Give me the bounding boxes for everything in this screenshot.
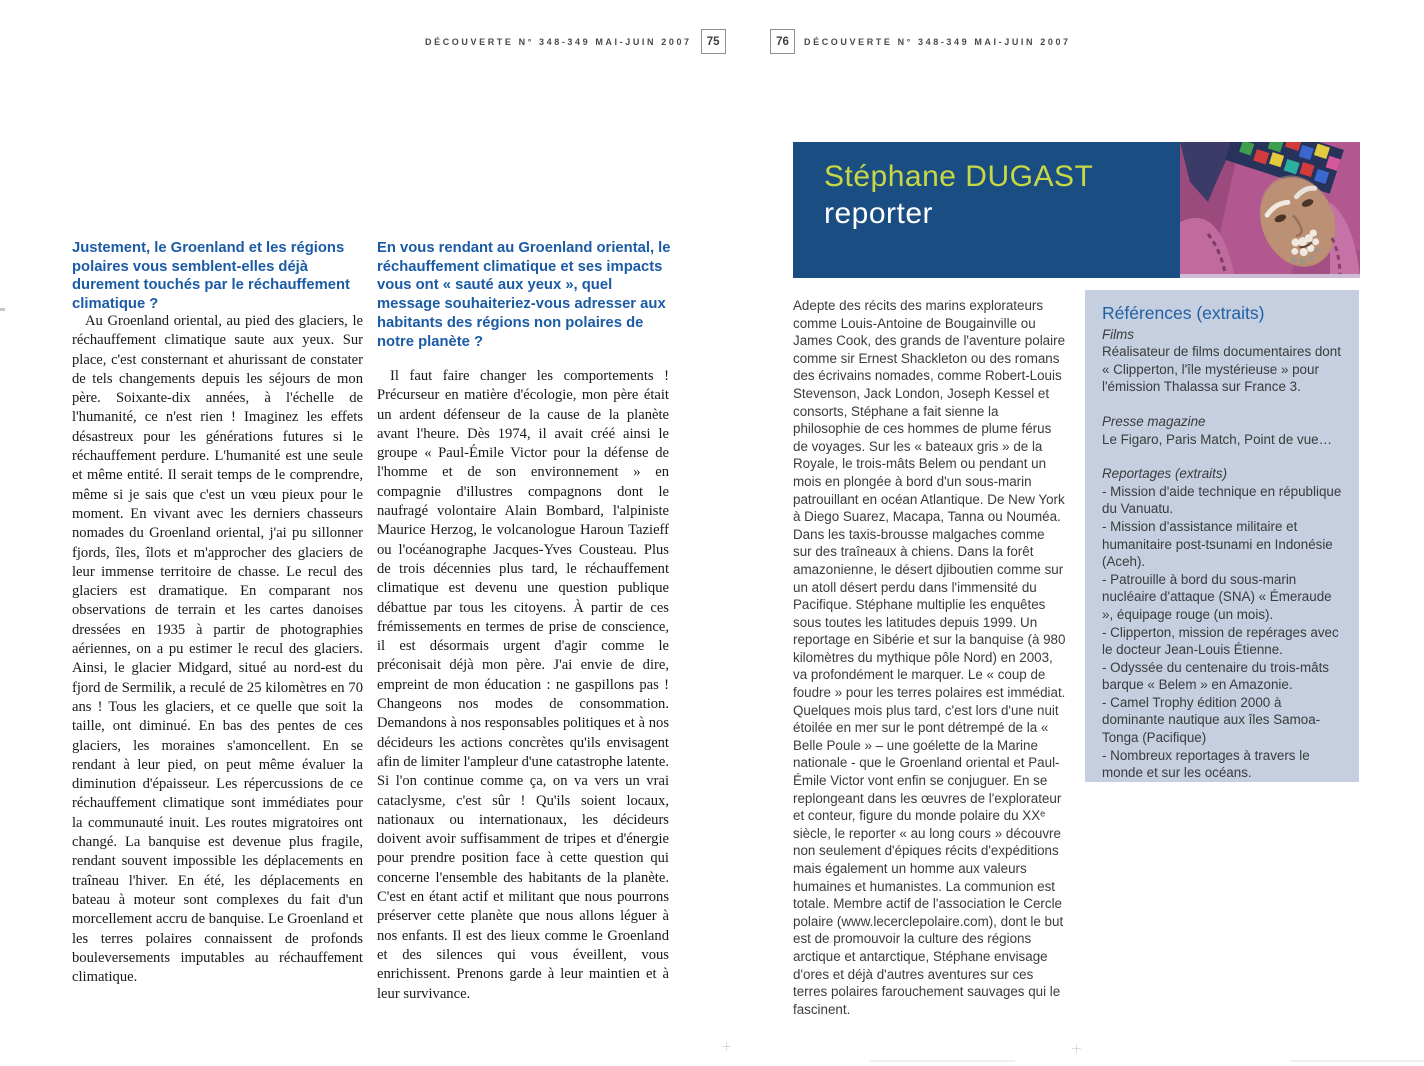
runhead-right-title: DÉCOUVERTE N° 348-349 MAI-JUIN 2007	[804, 36, 1071, 47]
references-presse-heading: Presse magazine	[1102, 413, 1206, 429]
profile-role: reporter	[824, 197, 934, 230]
crop-mark	[0, 308, 5, 311]
references-films-heading: Films	[1102, 326, 1134, 342]
spacer	[1102, 396, 1342, 413]
references-reportages-heading: Reportages (extraits)	[1102, 466, 1228, 482]
references-films-text: Réalisateur de films documentaires dont « Clipperton, l'île mystérieuse » pour l'émission Thalassa sur France 3.	[1102, 344, 1341, 395]
crop-mark	[1072, 1048, 1081, 1049]
crop-mark	[1290, 1060, 1424, 1062]
page-number-75: 75	[701, 29, 726, 54]
interview-question-2: En vous rendant au Groenland oriental, le réchauffement climatique et ses impacts vous ont « sauté aux yeux », quel message souhaiteriez-vous adresser aux habitants des régions non polaires de notre planète ?	[377, 240, 671, 350]
profile-header-band	[793, 142, 1360, 278]
interview-question-1: Justement, le Groenland et les régions polaires vous semblent-elles déjà durement touchés par le réchauffement climatique ?	[72, 240, 350, 313]
portrait-photo-illustration	[1180, 142, 1360, 278]
reportage-item: - Clipperton, mission de repérages avec le docteur Jean-Louis Étienne.	[1102, 624, 1339, 658]
runhead-right	[770, 29, 1071, 54]
references-title: Références (extraits)	[1102, 303, 1265, 323]
reportage-item: - Mission d'assistance militaire et humanitaire post-tsunami en Indonésie (Aceh).	[1102, 518, 1333, 570]
profile-name: Stéphane DUGAST	[824, 160, 1094, 193]
page-number-76: 76	[770, 29, 795, 54]
profile-bio: Adepte des récits des marins explorateurs comme Louis-Antoine de Bougainville ou James Cook, des grands de l'aventure polaire comme sir Ernest Shackleton ou des romans des écrivains nomades, comme Robert-Louis Stevenson, Jack London, Joseph Kessel et consorts, Stéphane a fait sienne la philosophie de ces hommes de plume férus de voyages. Sur les « bateaux gris » de la Royale, le trois-mâts Belem ou pendant un mois en plongée à bord d'un sous-marin patrouillant en océan Atlantique. De New York à Diego Suarez, Macapa, Tanna ou Nouméa. Dans les taxis-brousse malgaches comme sur des traîneaux à chiens. Dans la forêt amazonienne, le désert djiboutien comme sur un atoll désert perdu dans l'immensité du Pacifique. Stéphane multiplie les enquêtes sous toutes les latitudes depuis 1999. Un reportage en Sibérie et sur la banquise (à 980 kilomètres du mythique pôle Nord) en 2003, va profondément le marquer. Le « coup de foudre » pour les terres polaires est immédiat. Quelques mois plus tard, c'est lors d'une nuit étoilée en mer sur le pont détrempé de la « Belle Poule » – une goélette de la Marine nationale - que le Groenland oriental et Paul-Émile Victor vont enfin se conjuguer. En se replongeant dans les œuvres de l'explorateur et conteur, figure du monde polaire du XXᵉ siècle, le reporter « au long cours » découvre non seulement d'épiques récits d'expéditions mais également un homme aux valeurs humaines et humanistes. La communion est totale. Membre actif de l'association le Cercle polaire (www.lecerclepolaire.com), dont le but est de promouvoir la culture des régions arctique et antarctique, Stéphane envisage d'ores et déjà d'autres aventures sur ces terres polaires farouchement sauvages qui le fascinent.	[793, 298, 1066, 1017]
interview-answer-1: Au Groenland oriental, au pied des glaciers, le réchauffement climatique saute aux yeux. Sur place, c'est consternant et ahurissant de constater de tels changements depuis les séjours de mon père. Soixante-dix années, à l'échelle de l'humanité, ce n'est rien ! Imaginez les effets désastreux pour les générations futures si le réchauffement perdure. L'humanité est une seule et même entité. Il serait temps de le comprendre, même si je sais que c'est un vœu pieux pour le moment. En vivant avec les derniers chasseurs nomades du Groenland oriental, j'ai pu sillonner fjords, îles, îlots et m'approcher des glaciers de leur immense territoire de chasse. Le recul des glaciers est dramatique. En comparant nos observations de terrain et les cartes danoises dressées en 1935 à partir de photographies aériennes, on a pu estimer le recul des glaciers. Ainsi, le glacier Midgard, situé au nord-est du fjord de Sermilik, a reculé de 25 kilomètres en 70 ans ! Tous les glaciers, et ce quelle que soit la taille, ont diminué. En bas des pentes de ces glaciers, les moraines s'amoncellent. En se rendant à leur pied, on peut même évaluer la diminution d'épaisseur. Les répercussions de ce réchauffement climatique sont immédiates pour la communauté inuit. Les routes migratoires ont changé. La banquise est devenue plus fragile, rendant souvent impossible les déplacements en traîneau l'hiver. En été, les déplacements en bateau à moteur sont complexes du fait d'un morcellement accru de banquise. Le Groenland et les terres polaires connaissent de profonds bouleversements imputables au réchauffement climatique.	[72, 313, 363, 986]
references-box	[1085, 290, 1359, 782]
spacer	[1102, 448, 1342, 465]
runhead-left	[425, 29, 726, 54]
interview-answer-2: Il faut faire changer les comportements ! Précurseur en matière d'écologie, mon père était un ardent défenseur de la cause de la planète avant l'heure. Dès 1974, il avait créé ainsi le groupe « Paul-Émile Victor pour la défense de l'homme et de son environnement » en compagnie d'illustres compagnons dont le naufragé volontaire Alain Bombard, l'alpiniste Maurice Herzog, le volcanologue Haroun Tazieff ou l'océanographe Jacques-Yves Cousteau. Plus de trois décennies plus tard, le réchauffement climatique est devenu une question publique débattue par tous les citoyens. À partir de ces frémissements en termes de prise de conscience, il est désormais urgent d'agir comme le préconisait déjà mon père. J'ai envie de dire, empreint de mon éducation : ne gaspillons pas ! Changeons nos modes de consommation. Demandons à nos responsables politiques et à nos décideurs les actions concrètes qu'ils envisagent afin de limiter l'ampleur d'une catastrophe latente. Si l'on continue comme ça, on va vers un vrai cataclysme, c'est sûr ! Qu'ils soient locaux, nationaux ou internationaux, les décideurs doivent avoir suffisamment de tripes et d'énergie pour prendre position face à cette question qui concerne l'ensemble des habitants de la planète. C'est en étant actif et militant que nous pourrons préserver cette planète que nous allons léguer à nos enfants. Il est des lieux comme le Groenland et des silences qui vous éveillent, vous enrichissent. Prenons garde à leur maintien et à leur survivance.	[377, 368, 669, 1002]
crop-mark	[870, 1060, 1015, 1062]
reportage-item: - Mission d'aide technique en république du Vanuatu.	[1102, 483, 1342, 517]
reportage-item: - Odyssée du centenaire du trois-mâts barque « Belem » en Amazonie.	[1102, 659, 1330, 693]
references-presse-text: Le Figaro, Paris Match, Point de vue…	[1102, 431, 1332, 447]
reportage-item: - Camel Trophy édition 2000 à dominante nautique aux îles Samoa-Tonga (Pacifique)	[1102, 694, 1321, 746]
reportage-item: - Nombreux reportages à travers le monde et sur les océans.	[1102, 747, 1310, 781]
portrait-photo	[1180, 142, 1360, 278]
reportage-item: - Patrouille à bord du sous-marin nucléaire d'attaque (SNA) « Émeraude », équipage rouge (un mois).	[1102, 571, 1332, 622]
crop-mark	[722, 1046, 731, 1047]
runhead-left-title: DÉCOUVERTE N° 348-349 MAI-JUIN 2007	[425, 36, 692, 47]
